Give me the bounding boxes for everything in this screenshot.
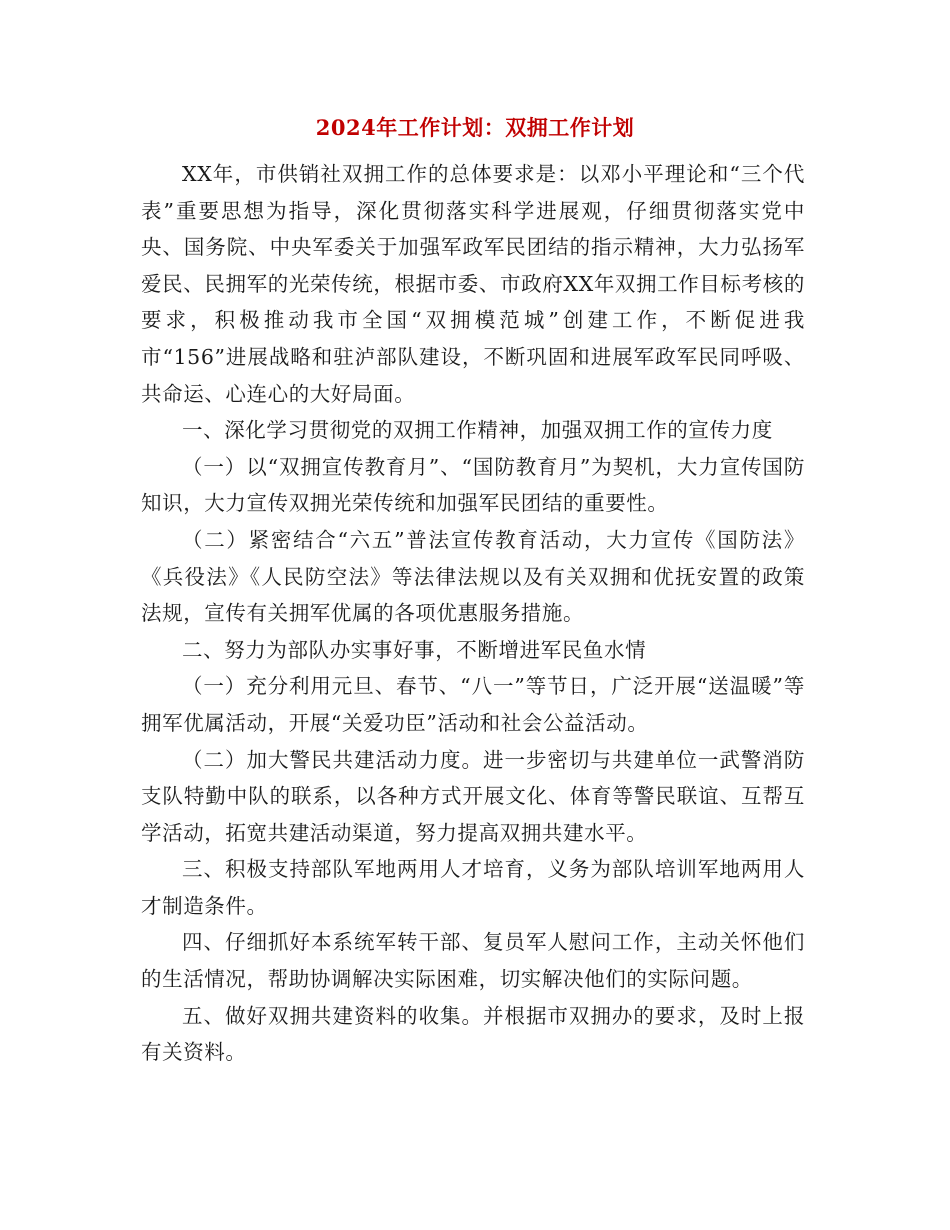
section-1-item-2: （二）紧密结合“六五”普法宣传教育活动，大力宣传《国防法》《兵役法》《人民防空法》等法律法规以及有关双拥和优抚安置的政策法规，宣传有关拥军优属的各项优惠服务措施。 xyxy=(141,527,805,626)
section-3-paragraph: 三、积极支持部队军地两用人才培育，义务为部队培训军地两用人才制造条件。 xyxy=(141,857,805,918)
section-2-item-2: （二）加大警民共建活动力度。进一步密切与共建单位一武警消防支队特勤中队的联系，以各种方式开展文化、体育等警民联谊、互帮互学活动，拓宽共建活动渠道，努力提高双拥共建水平。 xyxy=(141,747,805,845)
intro-paragraph: XX年，市供销社双拥工作的总体要求是：以邓小平理论和“三个代表”重要思想为指导，深化贯彻落实科学进展观，仔细贯彻落实党中央、国务院、中央军委关于加强军政军民团结的指示精神，大力弘扬军爱民、民拥军的光荣传统，根据市委、市政府XX年双拥工作目标考核的要求，积极推动我市全国“双拥模范城”创建工作，不断促进我市“156”进展战略和驻泸部队建设，不断巩固和进展军政军民同呼吸、共命运、心连心的大好局面。 xyxy=(141,162,805,406)
section-5-paragraph: 五、做好双拥共建资料的收集。并根据市双拥办的要求，及时上报有关资料。 xyxy=(141,1003,805,1065)
section-heading-2: 二、努力为部队办实事好事，不断增进军民鱼水情 xyxy=(182,637,647,662)
section-4-paragraph: 四、仔细抓好本系统军转干部、复员军人慰问工作，主动关怀他们的生活情况，帮助协调解决实际困难，切实解决他们的实际问题。 xyxy=(141,930,805,992)
section-heading-1: 一、深化学习贯彻党的双拥工作精神，加强双拥工作的宣传力度 xyxy=(182,418,773,443)
document-title: 2024年工作计划：双拥工作计划 xyxy=(315,115,635,140)
section-1-item-1: （一）以“双拥宣传教育月”、“国防教育月”为契机，大力宣传国防知识，大力宣传双拥光荣传统和加强军民团结的重要性。 xyxy=(141,454,805,516)
section-2-item-1: （一）充分利用元旦、春节、“八一”等节日，广泛开展“送温暖”等拥军优属活动，开展“关爱功臣”活动和社会公益活动。 xyxy=(141,674,805,735)
document-body xyxy=(141,156,805,1071)
